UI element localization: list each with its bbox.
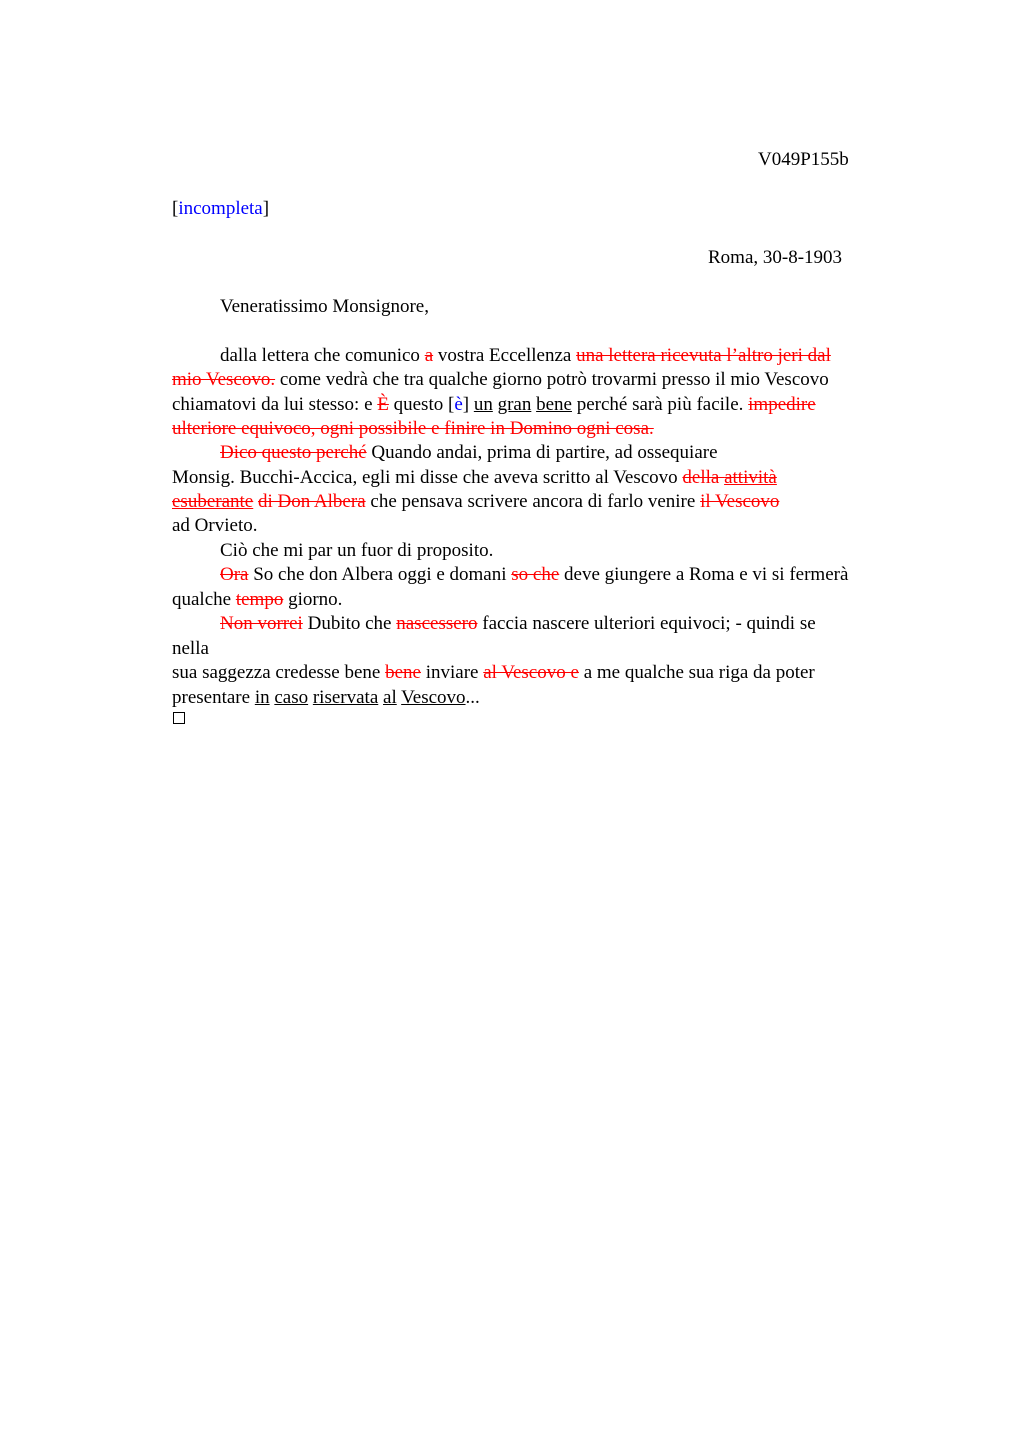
- bracket-close: ]: [262, 198, 270, 219]
- body-line-15: [172, 686, 480, 710]
- text-run: Dubito che: [302, 613, 397, 634]
- deleted-text: della: [682, 467, 725, 488]
- deleted-text: nascessero: [396, 613, 478, 634]
- underlined-text: caso: [274, 687, 309, 708]
- deleted-text: bene: [385, 662, 421, 683]
- deleted-text: mio Vescovo.: [172, 369, 276, 390]
- body-line-2: [172, 368, 829, 392]
- salutation: Veneratissimo Monsignore,: [220, 296, 429, 317]
- deleted-text: a: [424, 345, 434, 366]
- underlined-text: un: [473, 394, 493, 415]
- text-run: vostra Eccellenza: [433, 345, 577, 366]
- text-run: Monsig. Bucchi-Accica, egli mi disse che aveva scritto al Vescovo: [172, 467, 683, 488]
- body-line-1: [220, 344, 831, 368]
- status-note: [172, 197, 269, 221]
- bracket-open: [: [172, 198, 179, 219]
- text-run: inviare: [420, 662, 484, 683]
- text-run: perché sarà più facile.: [571, 394, 749, 415]
- body-line-3: [172, 393, 816, 417]
- body-line-13: [172, 637, 209, 661]
- underlined-text: al: [383, 687, 397, 708]
- inserted-text: è: [454, 394, 463, 415]
- text-run: ad Orvieto.: [172, 515, 258, 536]
- text-run: giorno.: [283, 589, 343, 610]
- deleted-text: Dico questo perché: [220, 442, 367, 463]
- text-run: questo [: [388, 394, 455, 415]
- body-line-6: [172, 466, 777, 490]
- text-run: nella: [172, 638, 209, 659]
- underlined-text: bene: [536, 394, 572, 415]
- body-line-7: [172, 490, 779, 514]
- deleted-text: al Vescovo e: [483, 662, 579, 683]
- deleted-text: È: [377, 394, 389, 415]
- text-run: che pensava scrivere ancora di farlo venire: [365, 491, 701, 512]
- place-date: Roma, 30-8-1903: [708, 247, 843, 268]
- underlined-text: gran: [497, 394, 532, 415]
- text-run: sua saggezza credesse bene: [172, 662, 386, 683]
- text-run: come vedrà che tra qualche giorno potrò trovarmi presso il mio Vescovo: [275, 369, 829, 390]
- text-run: So che don Albera oggi e domani: [248, 564, 512, 585]
- text-run: Ciò che mi par un fuor di proposito.: [220, 540, 494, 561]
- document-id: V049P155b: [758, 149, 849, 170]
- text-run: ...: [465, 687, 480, 708]
- deleted-underlined-text: attività: [724, 467, 777, 488]
- underlined-text: in: [254, 687, 270, 708]
- deleted-text: Ora: [220, 564, 249, 585]
- body-line-9: [220, 539, 493, 563]
- deleted-text: il Vescovo: [700, 491, 780, 512]
- underlined-text: Vescovo: [401, 687, 466, 708]
- text-run: Quando andai, prima di partire, ad ossequiare: [366, 442, 718, 463]
- text-run: ]: [462, 394, 474, 415]
- body-line-11: [172, 588, 342, 612]
- underlined-text: riservata: [312, 687, 379, 708]
- checkbox-icon: [173, 712, 185, 724]
- deleted-text: tempo: [235, 589, 284, 610]
- text-run: deve giungere a Roma e vi si fermerà: [559, 564, 849, 585]
- body-line-12: [220, 612, 816, 636]
- body-line-8: [172, 514, 257, 538]
- body-line-4: [172, 417, 654, 441]
- text-run: presentare: [172, 687, 255, 708]
- text-run: qualche: [172, 589, 236, 610]
- body-line-5: [220, 441, 718, 465]
- text-run: dalla lettera che comunico: [220, 345, 425, 366]
- body-line-14: [172, 661, 815, 685]
- deleted-text: impedire: [748, 394, 816, 415]
- deleted-text: so che: [511, 564, 560, 585]
- deleted-text: di Don Albera: [257, 491, 366, 512]
- body-line-10: [220, 563, 848, 587]
- text-run: a me qualche sua riga da poter: [578, 662, 815, 683]
- text-run: faccia nascere ulteriori equivoci; - quindi se: [477, 613, 816, 634]
- deleted-text: ulteriore equivoco, ogni possibile e finire in Domino ogni cosa.: [172, 418, 654, 439]
- text-run: chiamatovi da lui stesso: e: [172, 394, 378, 415]
- status-word: incompleta: [178, 198, 263, 219]
- deleted-underlined-text: esuberante: [172, 491, 254, 512]
- deleted-text: una lettera ricevuta l’altro jeri dal: [576, 345, 831, 366]
- deleted-text: Non vorrei: [220, 613, 303, 634]
